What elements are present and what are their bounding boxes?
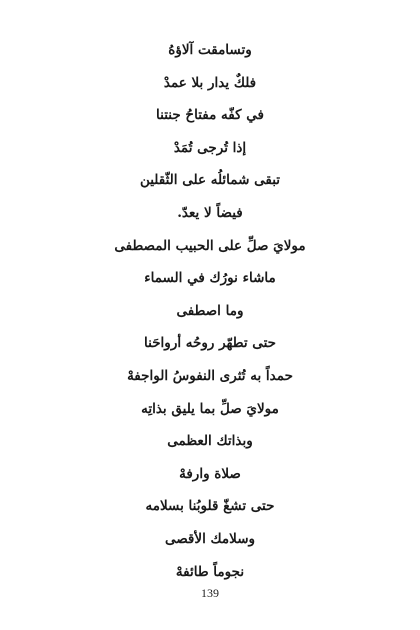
poem-line: وسلامك الأقصى bbox=[164, 530, 256, 547]
poem-line: نجوماً طائفهْ bbox=[175, 563, 245, 580]
page-number: 139 bbox=[201, 586, 219, 600]
poem-line: مولايَ صلِّ على الحبيب المصطفى bbox=[114, 237, 306, 254]
poem-line: تبقى شمائلُه على الثّقلين bbox=[139, 172, 281, 189]
poem-line: وتسامقت آلاؤهُ bbox=[168, 42, 252, 58]
poem-line: إذا تُرجى تُمَدْ bbox=[173, 139, 247, 156]
poem-line: صلاة وارفهْ bbox=[179, 465, 241, 482]
poem-line: وما اصطفى bbox=[176, 302, 244, 319]
poem-line: وبذاتك العظمى bbox=[167, 433, 253, 450]
poem-line: فلكٌ يدار بلا عمدْ bbox=[163, 74, 257, 91]
poem-line: في كفّه مفتاحُ جنتنا bbox=[156, 107, 264, 124]
poem-line: فيضاً لا يعدّ. bbox=[177, 204, 243, 221]
poem-body bbox=[40, 34, 380, 588]
poem-line: مولايَ صلِّ بما يليق بذاتِه bbox=[141, 400, 279, 417]
poem-line: ماشاء نورُك في السماء bbox=[144, 270, 276, 287]
poem-line: حتى تشغّ قلوبُنا بسلامه bbox=[145, 498, 275, 515]
poem-line: حمداً به تُثرى النفوسُ الواجفهْ bbox=[127, 367, 293, 384]
poem-line: حتى تطهّر روحُه أرواحَنا bbox=[144, 335, 276, 352]
